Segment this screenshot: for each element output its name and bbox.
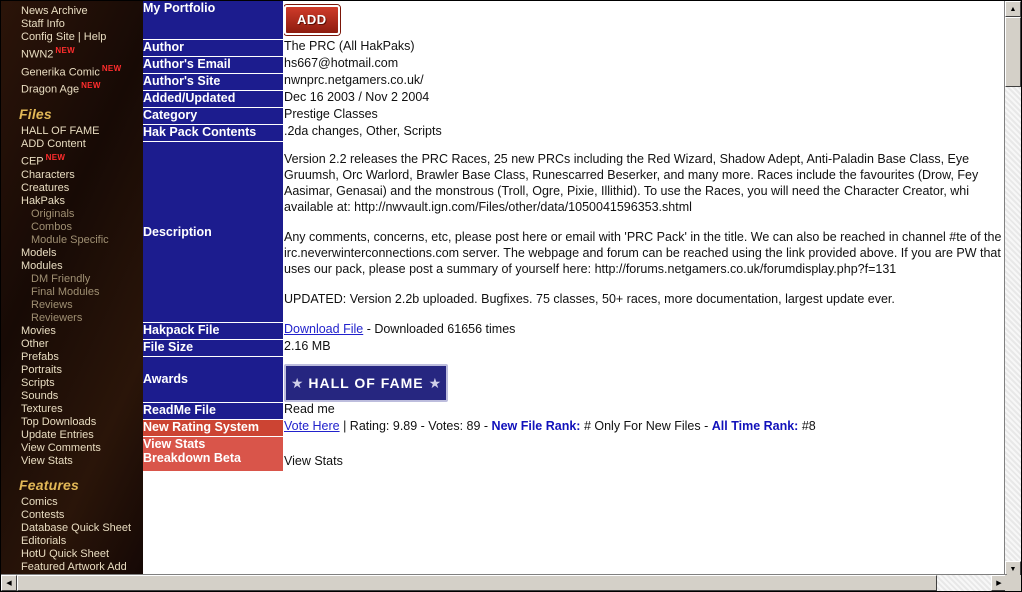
sidebar-item-add-content[interactable] bbox=[1, 138, 143, 151]
sidebar-item-label: Other bbox=[21, 337, 49, 350]
sidebar-item-news-archive[interactable] bbox=[1, 5, 143, 18]
scroll-up-button[interactable]: ▲ bbox=[1005, 1, 1021, 17]
hak-pack-contents-label: Hak Pack Contents bbox=[143, 124, 284, 141]
hakpack-file-label: Hakpack File bbox=[143, 322, 284, 339]
separator: | bbox=[74, 31, 84, 43]
sidebar-item-label: Dragon Age bbox=[21, 83, 80, 96]
sidebar-item-view-stats[interactable] bbox=[1, 455, 143, 468]
hak-pack-contents-value: .2da changes, Other, Scripts bbox=[284, 124, 1006, 141]
scroll-left-button[interactable]: ◀ bbox=[1, 575, 17, 591]
scroll-right-button[interactable]: ▶ bbox=[991, 575, 1007, 591]
description-paragraph-3: UPDATED: Version 2.2b uploaded. Bugfixes. 75 classes, 50+ races, more documentation, largest update ever. bbox=[284, 292, 895, 306]
vote-here-link[interactable]: Vote Here bbox=[284, 419, 340, 433]
sidebar-item-label: News Archive bbox=[21, 5, 88, 17]
horizontal-scrollbar[interactable] bbox=[1, 574, 1007, 591]
sidebar-item-label: View Stats bbox=[21, 454, 73, 467]
scrollbar-corner bbox=[1005, 575, 1021, 591]
sidebar-item-prefabs[interactable] bbox=[1, 351, 143, 364]
vertical-scroll-thumb[interactable] bbox=[1005, 17, 1021, 87]
author-email-value[interactable]: hs667@hotmail.com bbox=[284, 56, 1006, 73]
author-email-label: Author's Email bbox=[143, 56, 284, 73]
sidebar-item-textures[interactable] bbox=[1, 403, 143, 416]
sidebar-item-cep[interactable] bbox=[1, 151, 143, 169]
new-file-rank-label: New File Rank: bbox=[491, 419, 581, 433]
sidebar-heading-features: Features bbox=[19, 476, 79, 493]
author-label: Author bbox=[143, 39, 284, 56]
sidebar-item-label-help: Help bbox=[83, 31, 107, 43]
sidebar-item-label: ADD Content bbox=[21, 137, 86, 150]
sidebar-item-label: Combos bbox=[31, 220, 72, 233]
download-count-text: - Downloaded 61656 times bbox=[363, 322, 516, 336]
sidebar-item-dm-friendly[interactable] bbox=[1, 273, 143, 286]
sidebar-item-label: Update Entries bbox=[21, 428, 94, 441]
horizontal-scroll-track[interactable] bbox=[17, 575, 991, 591]
sidebar-item-update-entries[interactable] bbox=[1, 429, 143, 442]
file-details-table bbox=[143, 1, 1005, 472]
sidebar-item-reviews[interactable] bbox=[1, 299, 143, 312]
vertical-scroll-track[interactable] bbox=[1005, 17, 1021, 561]
vertical-scrollbar[interactable] bbox=[1004, 1, 1021, 577]
hall-of-fame-badge[interactable] bbox=[284, 364, 448, 402]
sidebar-item-module-specific[interactable] bbox=[1, 234, 143, 247]
table-row-awards bbox=[143, 356, 1005, 402]
new-badge: NEW bbox=[101, 63, 122, 73]
sidebar-item-creatures[interactable] bbox=[1, 182, 143, 195]
category-value: Prestige Classes bbox=[284, 107, 1006, 124]
sidebar-item-final-modules[interactable] bbox=[1, 286, 143, 299]
sidebar-item-label: Module Specific bbox=[31, 233, 109, 246]
table-row-hak-pack-contents bbox=[143, 124, 1005, 141]
main-content bbox=[143, 1, 1007, 577]
rating-value bbox=[284, 419, 1006, 436]
sidebar-item-label: Modules bbox=[21, 259, 63, 272]
table-row-file-size bbox=[143, 339, 1005, 356]
sidebar-item-label: Creatures bbox=[21, 181, 70, 194]
sidebar-item-label: Database Quick Sheet bbox=[21, 521, 132, 534]
author-site-value[interactable]: nwnprc.netgamers.co.uk/ bbox=[284, 73, 1006, 90]
sidebar-item-label: Characters bbox=[21, 168, 75, 181]
sidebar-item-database-quick-sheet[interactable] bbox=[1, 522, 143, 535]
sidebar-item-label: Final Modules bbox=[31, 285, 100, 298]
sidebar-item-label: Top Downloads bbox=[21, 415, 97, 428]
my-portfolio-label[interactable]: My Portfolio bbox=[143, 1, 284, 39]
file-size-label: File Size bbox=[143, 339, 284, 356]
view-stats-link[interactable]: View Stats bbox=[284, 454, 343, 468]
new-rating-system-label: New Rating System bbox=[143, 419, 284, 436]
table-row-author-site bbox=[143, 73, 1005, 90]
sidebar-item-label: HakPaks bbox=[21, 194, 66, 207]
readme-label: ReadMe File bbox=[143, 402, 284, 419]
sidebar-item-hotu-quick-sheet[interactable] bbox=[1, 548, 143, 561]
category-label: Category bbox=[143, 107, 284, 124]
sidebar-item-label: Sounds bbox=[21, 389, 59, 402]
table-row-description bbox=[143, 141, 1005, 322]
new-badge: NEW bbox=[45, 152, 66, 162]
view-stats-label-main: View Stats bbox=[143, 436, 206, 451]
sidebar-item-top-downloads[interactable] bbox=[1, 416, 143, 429]
add-button-cell bbox=[284, 1, 1006, 39]
sidebar-item-config-site-help[interactable] bbox=[1, 31, 143, 44]
added-updated-label: Added/Updated bbox=[143, 90, 284, 107]
view-stats-value bbox=[284, 436, 1006, 471]
table-row-hakpack-file bbox=[143, 322, 1005, 339]
star-icon: ★ bbox=[290, 375, 304, 391]
sidebar-item-label: View Comments bbox=[21, 441, 101, 454]
author-site-label: Author's Site bbox=[143, 73, 284, 90]
sidebar-item-portraits[interactable] bbox=[1, 364, 143, 377]
awards-label: Awards bbox=[143, 356, 284, 402]
sidebar-item-label: NWN2 bbox=[21, 48, 54, 61]
description-paragraph-1: Version 2.2 releases the PRC Races, 25 new PRCs including the Red Wizard, Shadow Adept, Anti-Paladin Base Class, Eye Gruumsh, Orc Warlord, Brawler Base Class, Runescarred Beserker, and many more. Races include the favourites (Drow, Fey Aasimar, Genasai) and the monstrous (Troll, Ogre, Pixie, Illithid). To use the Races, you will need the Character Creator, whi available at: http://nwvault.ign.com/Files/other/data/1050041596353.shtml bbox=[284, 152, 979, 214]
sidebar bbox=[1, 1, 143, 577]
sidebar-item-label: Scripts bbox=[21, 376, 55, 389]
sidebar-item-label: HotU Quick Sheet bbox=[21, 547, 110, 560]
new-file-rank-value: # Only For New Files - bbox=[580, 419, 712, 433]
sidebar-item-label: Featured Artwork Add bbox=[21, 560, 127, 573]
read-me-link[interactable]: Read me bbox=[284, 402, 335, 416]
awards-value bbox=[284, 356, 1006, 402]
all-time-rank-label: All Time Rank: bbox=[711, 419, 799, 433]
description-paragraph-2: Any comments, concerns, etc, please post here or email with 'PRC Pack' in the title. We can also be reached in channel #te of the irc.neverwinterconnections.com server. The webpage and forum can be reached using the link provided above. If you are PW that uses our pack, please post a summary of yourself here: http://forums.netgamers.co.uk/forumdisplay.php?f=131 bbox=[284, 230, 1002, 276]
sidebar-item-label: Movies bbox=[21, 324, 56, 337]
sidebar-item-label: Comics bbox=[21, 495, 58, 508]
table-row-author bbox=[143, 39, 1005, 56]
description-label: Description bbox=[143, 141, 284, 322]
sidebar-item-label: Staff Info bbox=[21, 18, 65, 30]
hall-of-fame-text: HALL OF FAME bbox=[308, 375, 424, 391]
sidebar-item-label: Reviewers bbox=[31, 311, 83, 324]
sidebar-item-reviewers[interactable] bbox=[1, 312, 143, 325]
sidebar-item-nwn2[interactable] bbox=[1, 44, 143, 62]
sidebar-item-staff-info[interactable] bbox=[1, 18, 143, 31]
all-time-rank-value: #8 bbox=[798, 419, 816, 433]
sidebar-item-label: Editorials bbox=[21, 534, 67, 547]
table-row-readme bbox=[143, 402, 1005, 419]
new-badge: NEW bbox=[81, 81, 101, 91]
download-file-link[interactable]: Download File bbox=[284, 322, 364, 336]
sidebar-item-modules[interactable] bbox=[1, 260, 143, 273]
readme-value bbox=[284, 402, 1006, 419]
sidebar-item-generika-comic[interactable] bbox=[1, 62, 143, 80]
sidebar-item-label: CEP bbox=[21, 155, 44, 168]
sidebar-item-other[interactable] bbox=[1, 338, 143, 351]
sidebar-heading-files: Files bbox=[19, 105, 52, 122]
view-stats-label[interactable] bbox=[143, 436, 284, 471]
sidebar-item-originals[interactable] bbox=[1, 208, 143, 221]
sidebar-item-scripts[interactable] bbox=[1, 377, 143, 390]
horizontal-scroll-thumb[interactable] bbox=[17, 575, 937, 591]
sidebar-item-label: HALL OF FAME bbox=[21, 124, 100, 137]
sidebar-item-label: Reviews bbox=[31, 298, 73, 311]
sidebar-item-view-comments[interactable] bbox=[1, 442, 143, 455]
sidebar-item-models[interactable] bbox=[1, 247, 143, 260]
sidebar-item-comics[interactable] bbox=[1, 496, 143, 509]
description-value bbox=[284, 141, 1006, 322]
new-badge: NEW bbox=[55, 46, 75, 55]
add-button[interactable]: ADD bbox=[284, 5, 340, 35]
sidebar-item-label: Prefabs bbox=[21, 350, 59, 363]
sidebar-features-list bbox=[1, 496, 143, 574]
table-row-view-stats bbox=[143, 436, 1005, 471]
sidebar-item-label: Portraits bbox=[21, 363, 62, 376]
scroll-down-button[interactable]: ▼ bbox=[1005, 561, 1021, 577]
hakpack-file-value bbox=[284, 322, 1006, 339]
star-icon: ★ bbox=[428, 375, 442, 391]
view-stats-label-sub: Breakdown Beta bbox=[143, 450, 241, 465]
sidebar-item-combos[interactable] bbox=[1, 221, 143, 234]
sidebar-item-label: Generika Comic bbox=[21, 66, 100, 79]
sidebar-item-editorials[interactable] bbox=[1, 535, 143, 548]
sidebar-item-contests[interactable] bbox=[1, 509, 143, 522]
sidebar-item-movies[interactable] bbox=[1, 325, 143, 338]
sidebar-item-label: Originals bbox=[31, 207, 75, 220]
author-value: The PRC (All HakPaks) bbox=[284, 39, 1006, 56]
sidebar-item-label: Textures bbox=[21, 402, 63, 415]
file-size-value: 2.16 MB bbox=[284, 339, 1006, 356]
sidebar-item-sounds[interactable] bbox=[1, 390, 143, 403]
sidebar-item-featured-artwork[interactable] bbox=[1, 561, 143, 574]
table-row-portfolio bbox=[143, 1, 1005, 39]
table-row-category bbox=[143, 107, 1005, 124]
sidebar-item-label: Contests bbox=[21, 508, 65, 521]
sidebar-item-label: DM Friendly bbox=[31, 272, 91, 285]
sidebar-item-characters[interactable] bbox=[1, 169, 143, 182]
table-row-author-email bbox=[143, 56, 1005, 73]
sidebar-files-list bbox=[1, 125, 143, 468]
sidebar-item-hakpaks[interactable] bbox=[1, 195, 143, 208]
sidebar-item-hall-of-fame[interactable] bbox=[1, 125, 143, 138]
rating-text: | Rating: 9.89 - Votes: 89 - bbox=[339, 419, 492, 433]
sidebar-item-label: Models bbox=[21, 246, 57, 259]
table-row-rating bbox=[143, 419, 1005, 436]
sidebar-item-dragon-age[interactable] bbox=[1, 79, 143, 97]
sidebar-item-label: Config Site bbox=[21, 31, 75, 43]
added-updated-value: Dec 16 2003 / Nov 2 2004 bbox=[284, 90, 1006, 107]
table-row-added-updated bbox=[143, 90, 1005, 107]
